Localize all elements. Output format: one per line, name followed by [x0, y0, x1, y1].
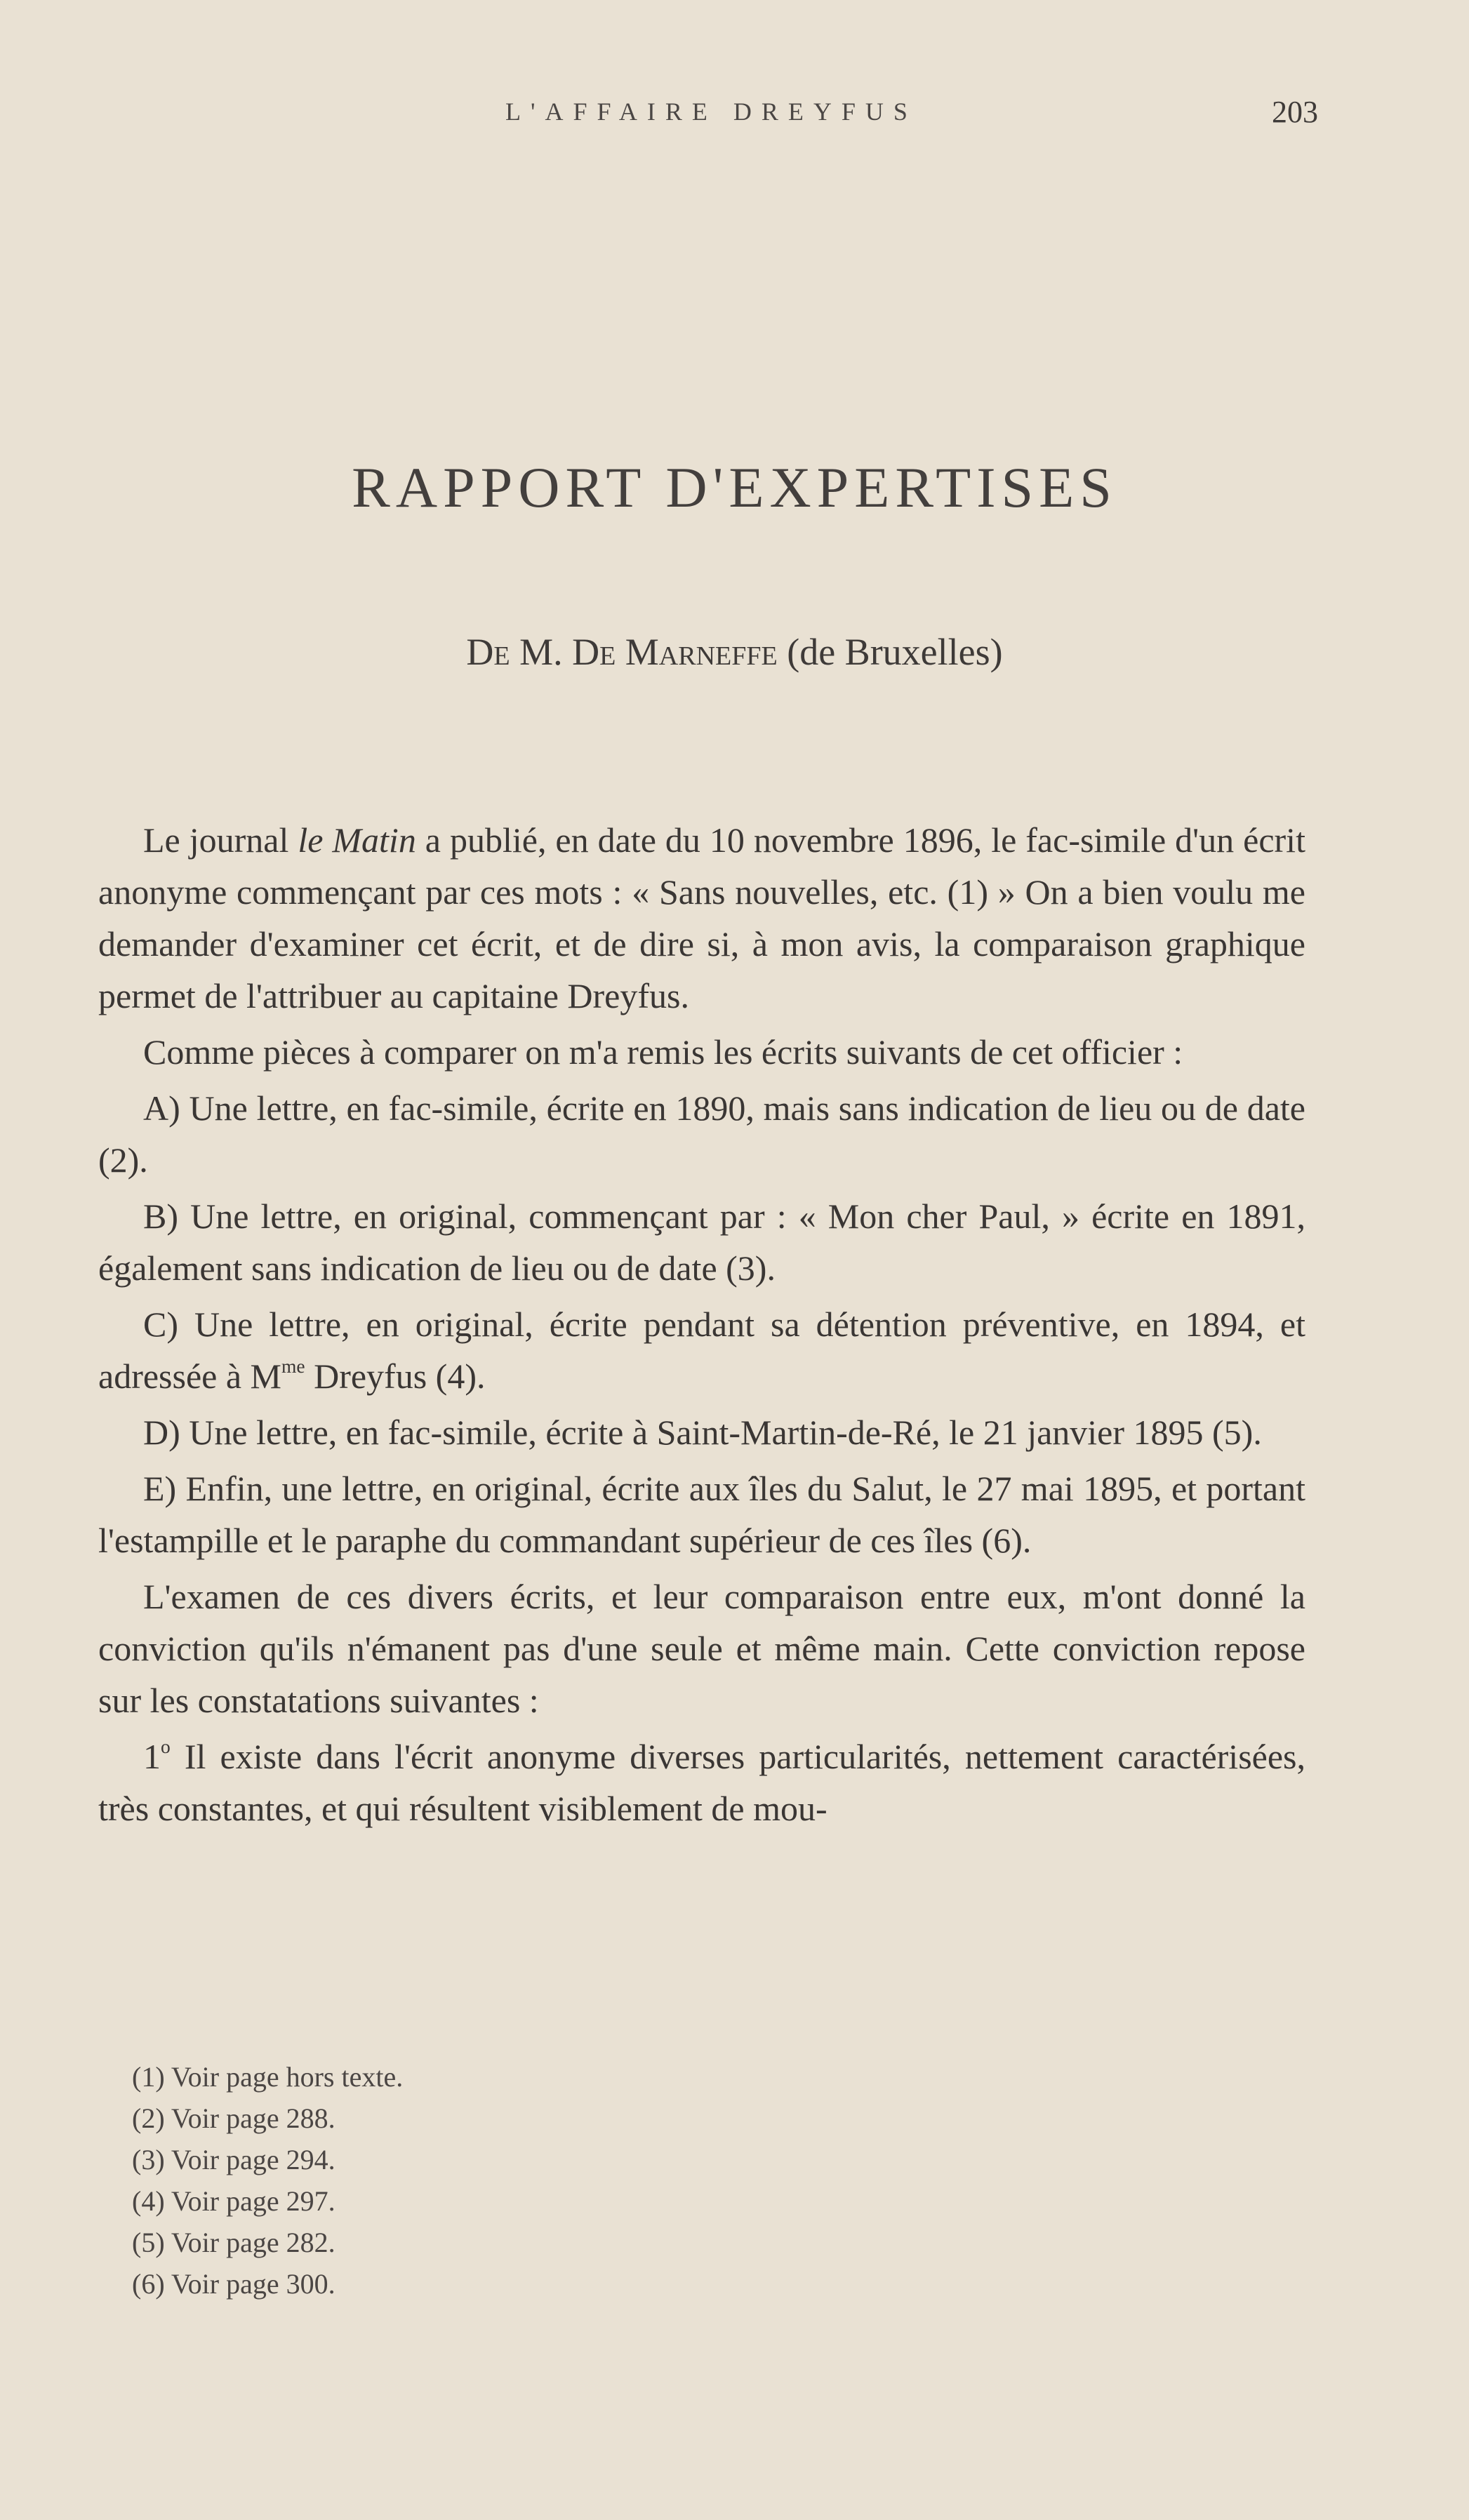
- footnote: (6) Voir page 300.: [132, 2268, 335, 2300]
- paragraph-point-1: [98, 1731, 1305, 1834]
- paragraph-pieces: Comme pièces à comparer on m'a remis les écrits suivants de cet officier :: [143, 1032, 1183, 1072]
- running-head: [0, 97, 1469, 132]
- paragraph-text: a publié, en date du 10 novembre 1896, le fac-simile d'un écrit anonyme commençant par ces mots : « Sans nouvelles, etc. (1) » On a bien voulu me demander d'examiner cet écrit, et de dire si, à mon avis, la comparaison graphique permet de l'attribuer au capitaine Dreyfus.: [98, 820, 1305, 1015]
- paragraph-text: Dreyfus (4).: [305, 1356, 486, 1396]
- footnote: (4) Voir page 297.: [132, 2185, 335, 2217]
- newspaper-name: le Matin: [298, 820, 416, 860]
- paragraph-letter-a: A) Une lettre, en fac-simile, écrite en 1890, mais sans indication de lieu ou de date (2).: [98, 1088, 1305, 1180]
- byline: [0, 630, 1469, 674]
- footnote: (3) Voir page 294.: [132, 2144, 335, 2175]
- paragraph-letter-d: D) Une lettre, en fac-simile, écrite à Saint-Martin-de-Ré, le 21 janvier 1895 (5).: [143, 1413, 1262, 1452]
- footnote: (5) Voir page 282.: [132, 2227, 335, 2258]
- byline-location: (de Bruxelles): [777, 631, 1003, 673]
- paragraph-text: C) Une lettre, en original, écrite pendant sa détention préventive, en 1894, et adressée à M: [98, 1305, 1305, 1396]
- paragraph-letter-e: E) Enfin, une lettre, en original, écrite aux îles du Salut, le 27 mai 1895, et portant l'estampille et le paraphe du commandant supérieur de ces îles (6).: [98, 1469, 1305, 1560]
- page-number: 203: [1272, 95, 1318, 129]
- footnotes: [132, 2056, 764, 2305]
- byline-author: De M. De Marneffe: [466, 631, 778, 673]
- body-text: [98, 814, 1305, 1834]
- paragraph-examination: L'examen de ces divers écrits, et leur comparaison entre eux, m'ont donné la conviction qu'ils n'émanent pas d'une seule et même main. Cette conviction repose sur les constatations suivantes :: [98, 1577, 1305, 1720]
- superscript: me: [281, 1355, 305, 1377]
- footnote: (2) Voir page 288.: [132, 2102, 335, 2134]
- paragraph-text: Le journal: [143, 820, 298, 860]
- paragraph-intro: [98, 814, 1305, 1022]
- footnote: (1) Voir page hors texte.: [132, 2061, 404, 2093]
- running-title: L'AFFAIRE DREYFUS: [505, 98, 917, 126]
- paragraph-letter-c: [98, 1298, 1305, 1402]
- paragraph-text: 1: [143, 1737, 161, 1776]
- paragraph-text: Il existe dans l'écrit anonyme diverses particularités, nettement caractérisées, très constantes, et qui résultent visiblement de mou-: [98, 1737, 1305, 1828]
- paragraph-letter-b: B) Une lettre, en original, commençant par : « Mon cher Paul, » écrite en 1891, également sans indication de lieu ou de date (3).: [98, 1196, 1305, 1288]
- chapter-title: RAPPORT D'EXPERTISES: [352, 455, 1117, 519]
- superscript: o: [161, 1735, 171, 1757]
